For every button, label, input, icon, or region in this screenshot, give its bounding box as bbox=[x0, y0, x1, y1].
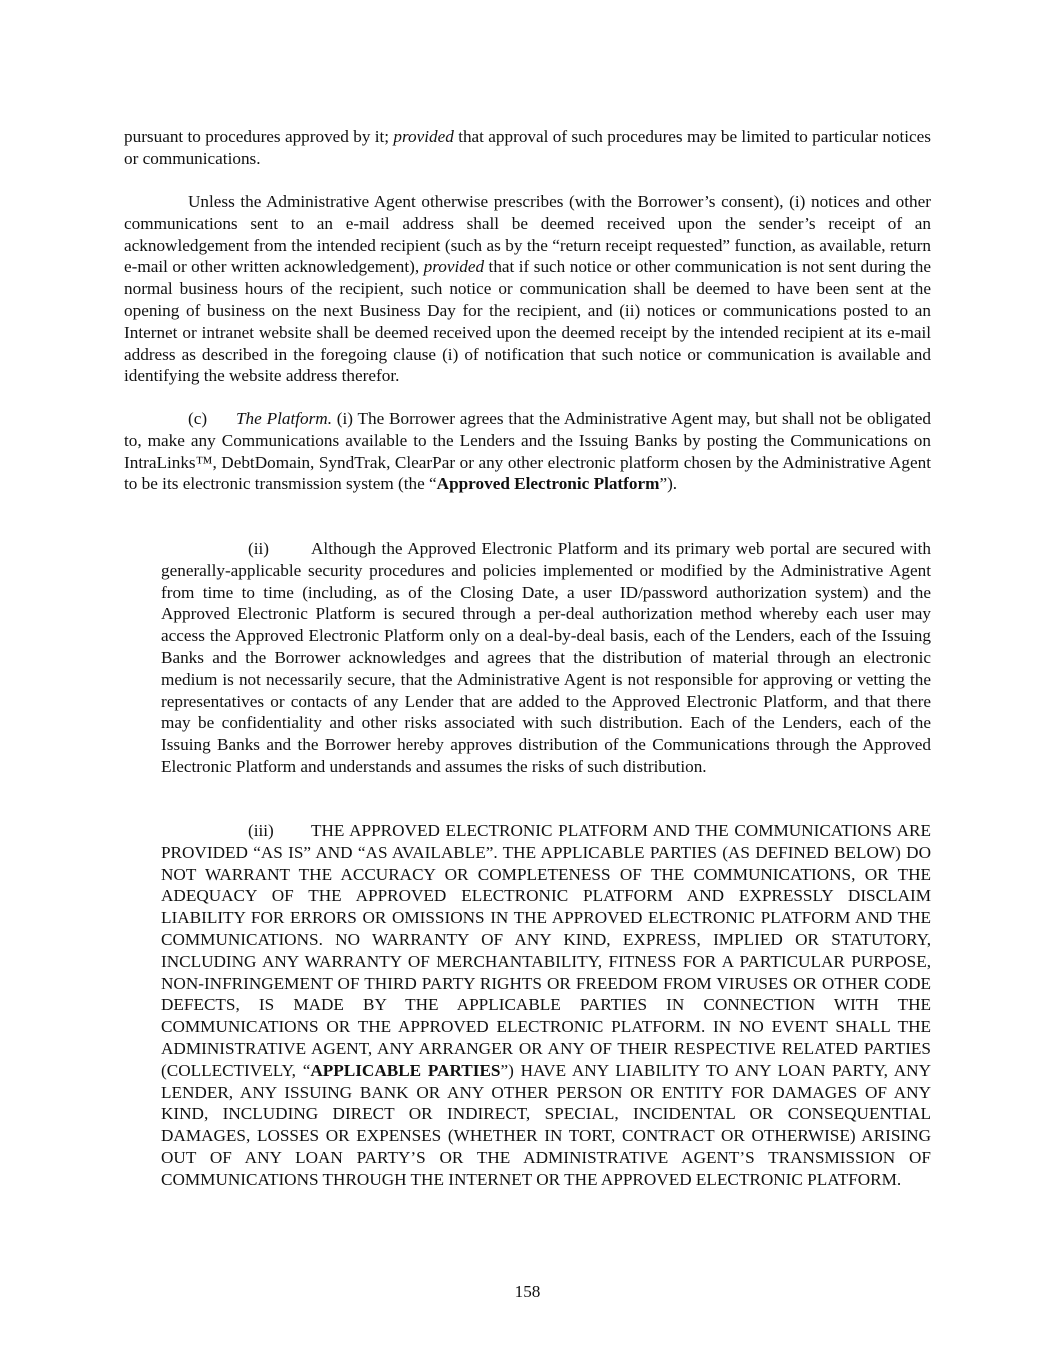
paragraph-platform: (c) The Platform. (i) The Borrower agrees that the Administrative Agent may, but shall not be obligated to, make any Communications available to the Lenders and the Issuing Banks by posting the Communications on IntraLinks™, DebtDomain, SyndTrak, ClearPar or any other electronic platform chosen by the Administrative Agent to be its electronic transmission system (the “Approved Electronic Platform”). bbox=[124, 409, 931, 494]
italic-provided: provided bbox=[393, 127, 454, 146]
clause-label-c: (c) bbox=[188, 409, 208, 428]
italic-provided: provided bbox=[423, 257, 485, 277]
paragraph-clause-iii: (iii) THE APPROVED ELECTRONIC PLATFORM AND THE COMMUNICATIONS ARE PROVIDED “AS IS” AND “AS AVAILABLE”. THE APPLICABLE PARTIES (AS DEFINED BELOW) DO NOT WARRANT THE ACCURACY OR COMPLETENESS OF THE COMMUNICATIONS, OR THE ADEQUACY OF THE APPROVED ELECTRONIC PLATFORM AND EXPRESSLY DISCLAIM LIABILITY FOR ERRORS OR OMISSIONS IN THE APPROVED ELECTRONIC PLATFORM AND THE COMMUNICATIONS. NO WARRANTY OF ANY KIND, EXPRESS, IMPLIED OR STATUTORY, INCLUDING ANY WARRANTY OF MERCHANTABILITY, FITNESS FOR A PARTICULAR PURPOSE, NON-INFRINGEMENT OF THIRD PARTY RIGHTS OR FREEDOM FROM VIRUSES OR OTHER CODE DEFECTS, IS MADE BY THE APPLICABLE PARTIES IN CONNECTION WITH THE COMMUNICATIONS OR THE APPROVED ELECTRONIC PLATFORM. IN NO EVENT SHALL THE ADMINISTRATIVE AGENT, ANY ARRANGER OR ANY OF THEIR RESPECTIVE RELATED PARTIES (COLLECTIVELY, “APPLICABLE PARTIES”) HAVE ANY LIABILITY TO ANY LOAN PARTY, ANY LENDER, ANY ISSUING BANK OR ANY OTHER PERSON OR ENTITY FOR DAMAGES OF ANY KIND, INCLUDING DIRECT OR INDIRECT, SPECIAL, INCIDENTAL OR CONSEQUENTIAL DAMAGES, LOSSES OR EXPENSES (WHETHER IN TORT, CONTRACT OR OTHERWISE) ARISING OUT OF ANY LOAN PARTY’S OR THE ADMINISTRATIVE AGENT’S TRANSMISSION OF COMMUNICATIONS THROUGH THE INTERNET OR THE APPROVED ELECTRONIC PLATFORM. bbox=[161, 821, 931, 1189]
section-title-platform: The Platform. bbox=[236, 409, 332, 428]
clause-label-ii: (ii) bbox=[248, 539, 269, 558]
paragraph-notices-receipt: Unless the Administrative Agent otherwise prescribes (with the Borrower’s consent), (i) notices and other communications sent to an e-mail address shall be deemed received upon the sender’s receipt of an acknowledgement from the intended recipient (such as by the “return receipt requested” function, as available, return e-mail or other written acknowledgement), provided that if such notice or other communication is not sent during the normal business hours of the recipient, such notice or communication shall be deemed to have been sent at the opening of business on the next Business Day for the recipient, and (ii) notices or communications posted to an Internet or intranet website shall be deemed received upon the deemed receipt by the intended recipient at its e-mail address as described in the foregoing clause (i) of notification that such notice or communication is available and identifying the website address therefor. bbox=[124, 192, 931, 386]
paragraph-clause-ii: (ii) Although the Approved Electronic Platform and its primary web portal are secured with generally-applicable security procedures and policies implemented or modified by the Administrative Agent from time to time (including, as of the Closing Date, a user ID/password authorization system) and the Approved Electronic Platform is secured through a per-deal authorization method whereby each user may access the Approved Electronic Platform only on a deal-by-deal basis, each of the Lenders, each of the Issuing Banks and the Borrower acknowledges and agrees that the distribution of material through an electronic medium is not necessarily secure, that the Administrative Agent is not responsible for approving or vetting the representatives or contacts of any Lender that are added to the Approved Electronic Platform, and that there may be confidentiality and other risks associated with such distribution. Each of the Lenders, each of the Issuing Banks and the Borrower hereby approves distribution of the Communications through the Approved Electronic Platform and understands and assumes the risks of such distribution. bbox=[161, 539, 931, 776]
page-number: 158 bbox=[514, 1282, 541, 1301]
clause-label-iii: (iii) bbox=[248, 821, 274, 840]
paragraph-continuation: pursuant to procedures approved by it; provided that approval of such procedures may be limited to particular notices or communications. bbox=[124, 127, 931, 168]
defined-term-approved-electronic-platform: Approved Electronic Platform bbox=[436, 474, 660, 494]
defined-term-applicable-parties: APPLICABLE PARTIES bbox=[310, 1060, 501, 1080]
